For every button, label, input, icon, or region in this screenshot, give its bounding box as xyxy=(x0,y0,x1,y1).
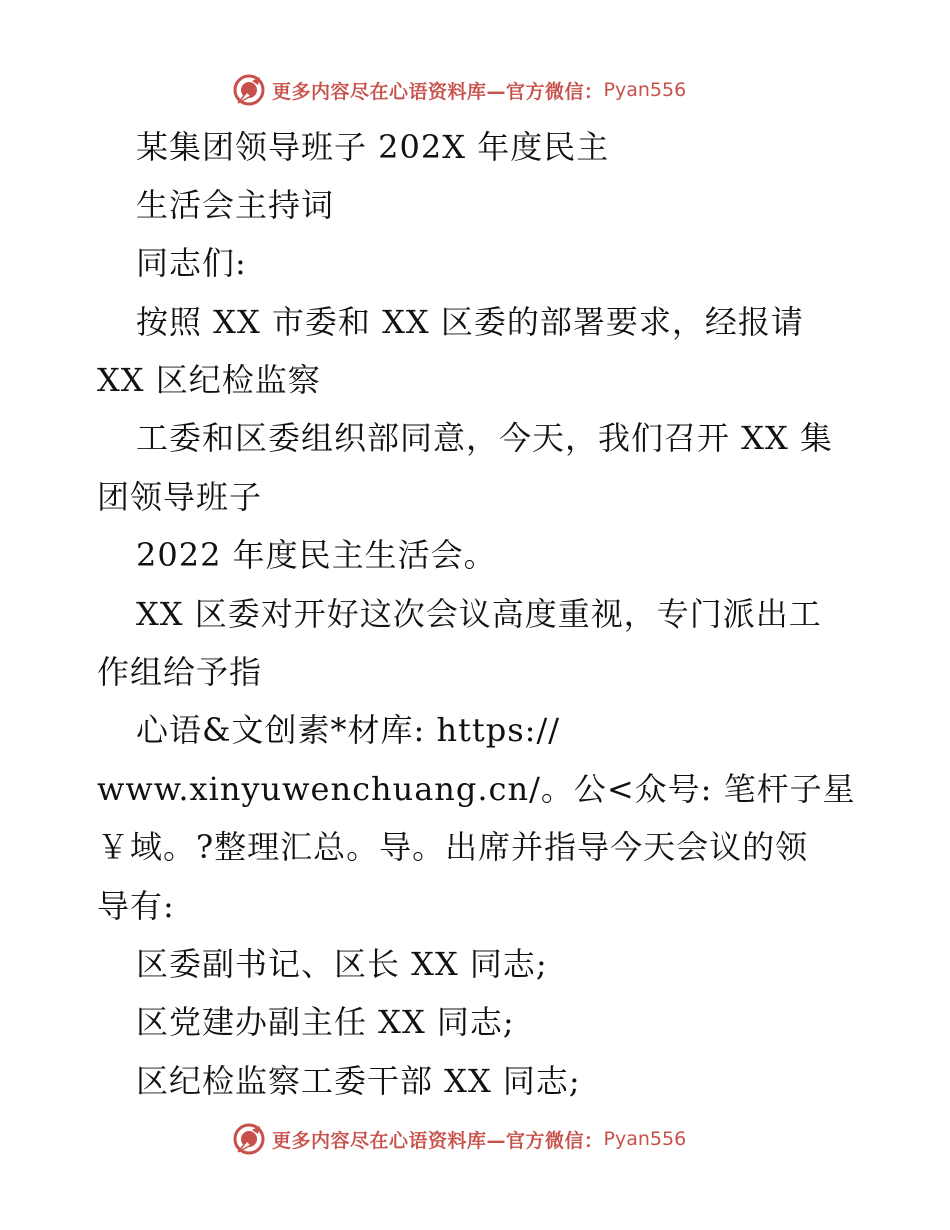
text-line: 团领导班子 xyxy=(97,478,263,516)
text-line: ￥域。?整理汇总。导。出席并指导今天会议的领 xyxy=(97,828,809,866)
watermark-footer xyxy=(232,1122,686,1156)
watermark-text: 更多内容尽在心语资料库—官方微信： xyxy=(272,1129,604,1152)
watermark-contact: Pyan556 xyxy=(603,79,687,101)
text-line: 作组给予指 xyxy=(97,653,263,691)
text-line: 2022 年度民主生活会。 xyxy=(136,536,497,574)
watermark-text: 更多内容尽在心语资料库—官方微信： xyxy=(272,80,604,103)
text-line: XX 区委对开好这次会议高度重视，专门派出工 xyxy=(136,595,822,633)
text-line: 按照 XX 市委和 XX 区委的部署要求，经报请 xyxy=(136,303,804,341)
text-line: 导有: xyxy=(97,887,175,925)
watermark-contact: Pyan556 xyxy=(603,1128,687,1150)
text-line: 工委和区委组织部同意，今天，我们召开 XX 集 xyxy=(136,419,833,457)
text-line: 区党建办副主任 XX 同志; xyxy=(136,1003,515,1041)
pen-logo-icon xyxy=(232,1122,266,1156)
text-line: 区委副书记、区长 XX 同志; xyxy=(136,945,548,983)
text-line: 同志们: xyxy=(136,244,247,282)
text-line: 区纪检监察工委干部 XX 同志; xyxy=(136,1062,581,1100)
text-line: 生活会主持词 xyxy=(136,186,335,224)
pen-logo-icon xyxy=(232,73,266,107)
text-line: www.xinyuwenchuang.cn/。公<众号: 笔杆子星 xyxy=(97,770,856,808)
watermark-header xyxy=(232,73,686,107)
text-line: 心语&文创素*材库: https:// xyxy=(136,711,561,749)
text-line: 某集团领导班子 202X 年度民主 xyxy=(136,128,610,166)
text-line: XX 区纪检监察 xyxy=(97,361,321,399)
